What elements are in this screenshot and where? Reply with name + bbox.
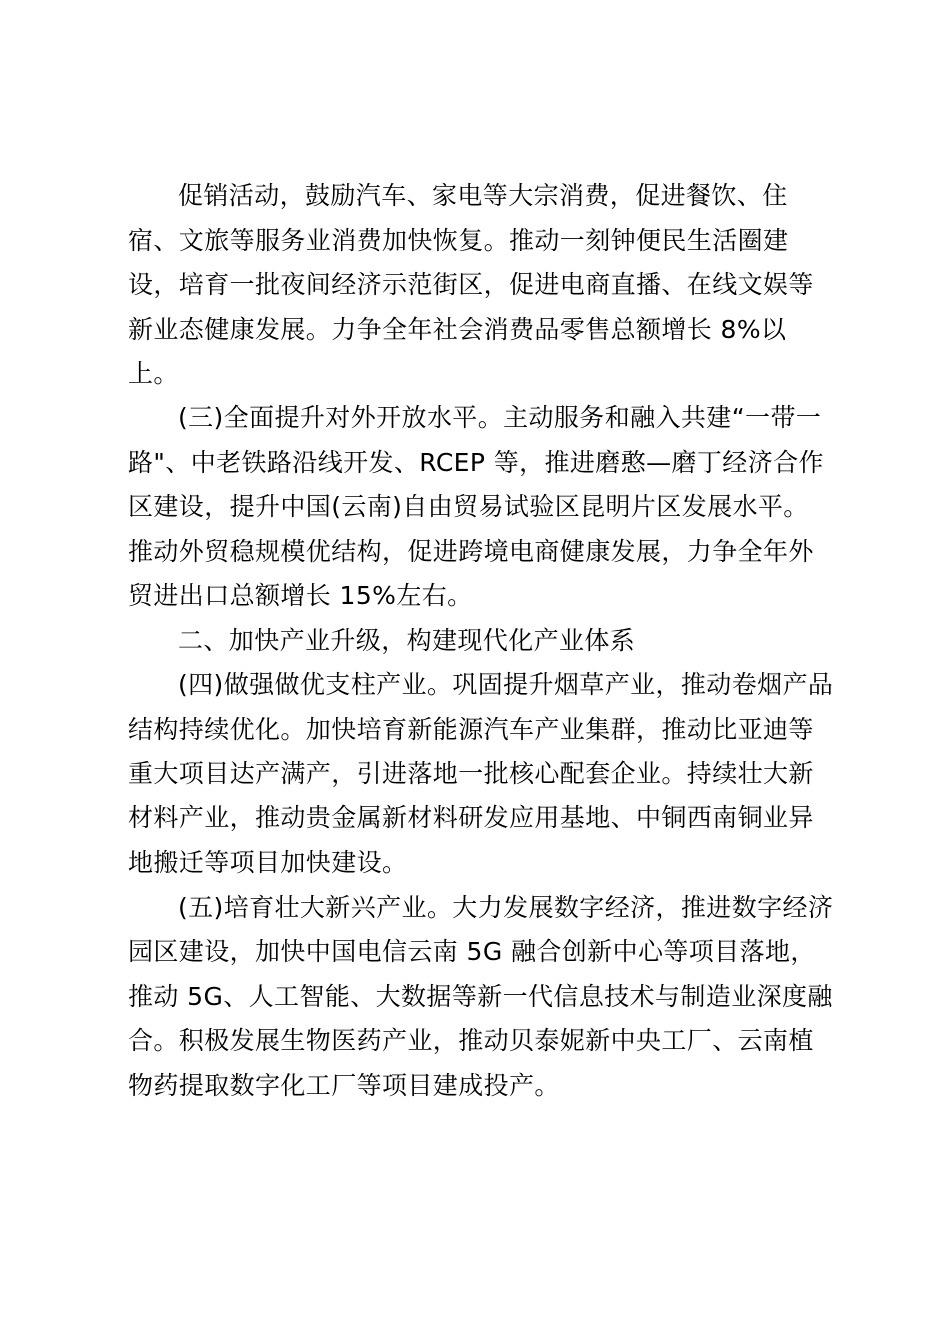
paragraph-line: 重大项目达产满产，引进落地一批核心配套企业。持续壮大新 <box>128 759 814 788</box>
paragraph-line: 上。 <box>128 359 179 388</box>
paragraph-line: 贸进出口总额增长 15%左右。 <box>128 581 473 610</box>
paragraph-line: 推动 5G、人工智能、大数据等新一代信息技术与制造业深度融 <box>128 982 833 1011</box>
paragraph-line: 合。积极发展生物医药产业，推动贝泰妮新中央工厂、云南植 <box>128 1026 814 1055</box>
paragraph-line: (四)做强做优支柱产业。巩固提升烟草产业，推动卷烟产品 <box>178 670 834 699</box>
paragraph-line: 区建设，提升中国(云南)自由贸易试验区昆明片区发展水平。 <box>128 492 809 521</box>
paragraph-line: 促销活动，鼓励汽车、家电等大宗消费，促进餐饮、住 <box>178 181 788 210</box>
paragraph-line: 新业态健康发展。力争全年社会消费品零售总额增长 8%以 <box>128 315 787 344</box>
paragraph-line: 地搬迁等项目加快建设。 <box>128 848 408 877</box>
paragraph-line: 材料产业，推动贵金属新材料研发应用基地、中铜西南铜业异 <box>128 803 814 832</box>
paragraph-line: (五)培育壮大新兴产业。大力发展数字经济，推进数字经济 <box>178 893 834 922</box>
paragraph-line: 设，培育一批夜间经济示范街区，促进电商直播、在线文娱等 <box>128 270 814 299</box>
paragraph-line: 宿、文旅等服务业消费加快恢复。推动一刻钟便民生活圈建 <box>128 226 789 255</box>
paragraph-line: 物药提取数字化工厂等项目建成投产。 <box>128 1071 560 1100</box>
paragraph-line: 园区建设，加快中国电信云南 5G 融合创新中心等项目落地， <box>128 937 816 966</box>
section-heading: 二、加快产业升级，构建现代化产业体系 <box>178 626 636 655</box>
paragraph-line: 推动外贸稳规模优结构，促进跨境电商健康发展，力争全年外 <box>128 537 814 566</box>
paragraph-line: 结构持续优化。加快培育新能源汽车产业集群，推动比亚迪等 <box>128 715 814 744</box>
paragraph-line: 路"、中老铁路沿线开发、RCEP 等，推进磨憨—磨丁经济合作 <box>128 448 824 477</box>
paragraph-line: (三)全面提升对外开放水平。主动服务和融入共建“一带一 <box>178 403 822 432</box>
